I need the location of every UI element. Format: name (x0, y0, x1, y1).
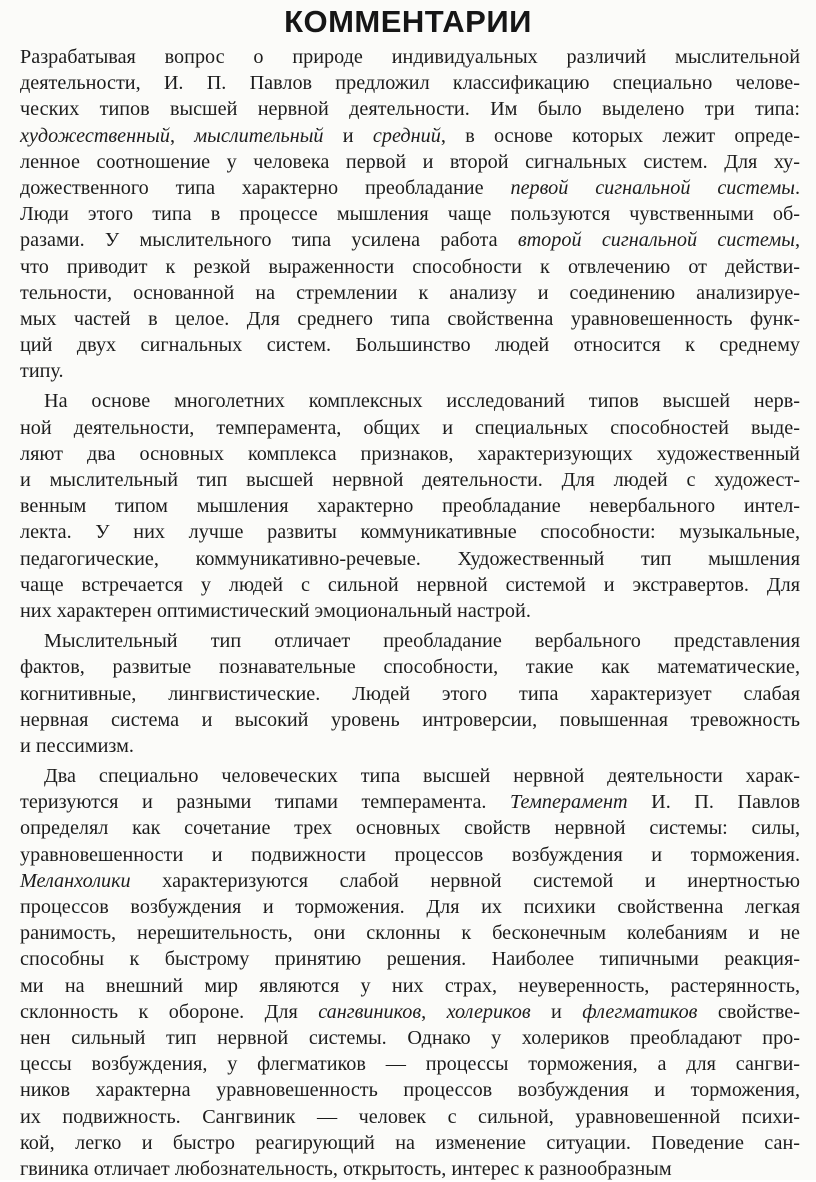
text-line (20, 519, 800, 545)
italic-term: художественный (20, 124, 170, 147)
text-line (20, 1025, 800, 1051)
text-line (20, 546, 800, 572)
text-segment: и пессимизм. (20, 734, 134, 757)
text-line (20, 1156, 800, 1182)
text-segment: и (530, 1000, 583, 1023)
text-segment: Люди этого типа в процессе мышления чаще пользуются чувственными об- (20, 203, 800, 226)
text-line (20, 467, 800, 493)
text-segment: ческих типов высшей нервной деятельности. Им было выделено три типа: (20, 98, 800, 121)
text-segment: деятельности, И. П. Павлов предложил классификацию специально челове- (20, 72, 800, 95)
text-segment: фактов, развитые познавательные способности, такие как математические, (20, 656, 800, 679)
text-segment: венным типом мышления характерно преобладание невербального интел- (20, 495, 800, 518)
text-segment: цессы возбуждения, у флегматиков — процессы торможения, а для сангви- (20, 1053, 800, 1076)
text-line (20, 332, 800, 358)
text-line (20, 999, 800, 1025)
text-line (20, 306, 800, 332)
text-line (20, 842, 800, 868)
text-segment: ми на внешний мир являются у них страх, неуверенность, растерянность, (20, 974, 800, 997)
paragraph (20, 628, 800, 759)
text-line (20, 70, 800, 96)
text-segment: мых частей в целое. Для среднего типа свойственна уравновешенность функ- (20, 307, 800, 330)
italic-term: сангвиников (318, 1000, 422, 1023)
italic-term: первой сигнальной системы (510, 176, 795, 199)
text-segment: , (421, 1000, 447, 1023)
text-line (20, 175, 800, 201)
text-line (20, 572, 800, 598)
text-segment: типу. (20, 360, 64, 383)
text-line (20, 96, 800, 122)
text-line (20, 1130, 800, 1156)
text-segment: , (794, 229, 800, 252)
text-segment: характеризуются слабой нервной системой и инертностью (130, 869, 800, 892)
text-segment: Мыслительный тип отличает преобладание вербального представления (44, 630, 800, 653)
text-segment: ников характерна уравновешенность процессов возбуждения и торможения, (20, 1079, 800, 1102)
text-line (20, 415, 800, 441)
text-line (20, 201, 800, 227)
text-segment: способны к быстрому принятию решения. Наиболее типичными реакция- (20, 948, 800, 971)
text-segment: склонность к обороне. Для (20, 1000, 319, 1023)
text-line (20, 227, 800, 253)
text-segment: ленное соотношение у человека первой и второй сигнальных систем. Для ху- (20, 150, 800, 173)
text-segment: . (794, 176, 800, 199)
paragraph (20, 388, 800, 624)
italic-term: флегматиков (582, 1000, 698, 1023)
text-line (20, 149, 800, 175)
text-line (20, 44, 800, 70)
text-segment: ной деятельности, темперамента, общих и специальных способностей выде- (20, 416, 800, 439)
text-segment: нервная система и высокий уровень интроверсии, повышенная тревожность (20, 708, 800, 731)
text-segment: определял как сочетание трех основных свойств нервной системы: силы, (20, 817, 800, 840)
italic-term: холериков (446, 1000, 531, 1023)
italic-term: мыслительный (194, 124, 324, 147)
text-line (20, 946, 800, 972)
text-segment: тельности, основанной на стремлении к анализу и соединению анализируе- (20, 281, 800, 304)
text-line (20, 441, 800, 467)
text-segment: и мыслительный тип высшей нервной деятельности. Для людей с художест- (20, 469, 800, 491)
text-segment: кой, легко и быстро реагирующий на изменение ситуации. Поведение сан- (20, 1131, 800, 1154)
text-line (20, 123, 800, 149)
text-segment: что приводит к резкой выраженности способности к отвлечению от действи- (20, 255, 800, 278)
text-segment: , (169, 124, 195, 147)
text-line (20, 920, 800, 946)
text-line (20, 598, 800, 624)
text-segment: ций двух сигнальных систем. Большинство людей относится к среднему (20, 334, 800, 357)
text-segment: ляют два основных комплекса признаков, характеризующих художественный (20, 442, 800, 465)
text-segment: процессов возбуждения и торможения. Для их психики свойственна легкая (20, 896, 800, 918)
paragraph (20, 44, 800, 384)
text-line (20, 280, 800, 306)
text-line (20, 1077, 800, 1103)
text-line (20, 763, 800, 789)
text-segment: их подвижность. Сангвиник — человек с сильной, уравновешенной психи- (20, 1105, 800, 1128)
text-segment: гвиника отличает любознательность, открытость, интерес к разнообразным (20, 1157, 672, 1180)
text-segment: уравновешенности и подвижности процессов возбуждения и торможения. (20, 843, 800, 866)
text-line (20, 358, 800, 384)
text-line (20, 894, 800, 920)
text-line (20, 973, 800, 999)
text-segment: когнитивные, лингвистические. Людей этого типа характеризует слабая (20, 682, 800, 705)
text-line (20, 493, 800, 519)
text-segment: теризуются и разными типами темперамента. (20, 791, 511, 814)
text-line (20, 254, 800, 280)
text-segment: ранимость, нерешительность, они склонны к бесконечным колебаниям и не (20, 922, 800, 945)
text-line (20, 628, 800, 654)
text-line (20, 789, 800, 815)
text-segment: лекта. У них лучше развиты коммуникативные способности: музыкальные, (20, 521, 800, 544)
text-line (20, 681, 800, 707)
text-line (20, 1051, 800, 1077)
italic-term: Меланхолики (20, 869, 131, 892)
text-segment: свойстве- (697, 1000, 800, 1023)
text-segment: чаще встречается у людей с сильной нервной системой и экстравертов. Для (20, 573, 800, 596)
text-segment: разами. У мыслительного типа усилена работа (20, 229, 518, 252)
text-segment: них характерен оптимистический эмоциональный настрой. (20, 599, 531, 622)
italic-term: Темперамент (510, 791, 628, 814)
italic-term: второй сигнальной системы (517, 229, 795, 252)
text-segment: и (323, 124, 373, 147)
page-title: КОММЕНТАРИИ (284, 4, 532, 39)
text-line (20, 388, 800, 414)
text-line (20, 654, 800, 680)
text-line (20, 733, 800, 759)
text-segment: Разрабатывая вопрос о природе индивидуальных различий мыслительной (20, 46, 800, 68)
body-text (20, 44, 800, 1182)
text-segment: нен сильный тип нервной системы. Однако у холериков преобладают про- (20, 1026, 800, 1049)
text-line (20, 707, 800, 733)
text-segment: Два специально человеческих типа высшей нервной деятельности харак- (44, 765, 800, 788)
italic-term: средний (372, 124, 441, 147)
text-segment: педагогические, коммуникативно-речевые. Художественный тип мышления (20, 547, 800, 570)
paragraph (20, 763, 800, 1182)
text-segment: И. П. Павлов (627, 791, 800, 814)
text-line (20, 1104, 800, 1130)
text-line (20, 868, 800, 894)
text-segment: На основе многолетних комплексных исследований типов высшей нерв- (44, 390, 800, 413)
text-segment: , в основе которых лежит опреде- (440, 124, 800, 147)
text-segment: дожественного типа характерно преобладание (20, 176, 511, 199)
text-line (20, 815, 800, 841)
